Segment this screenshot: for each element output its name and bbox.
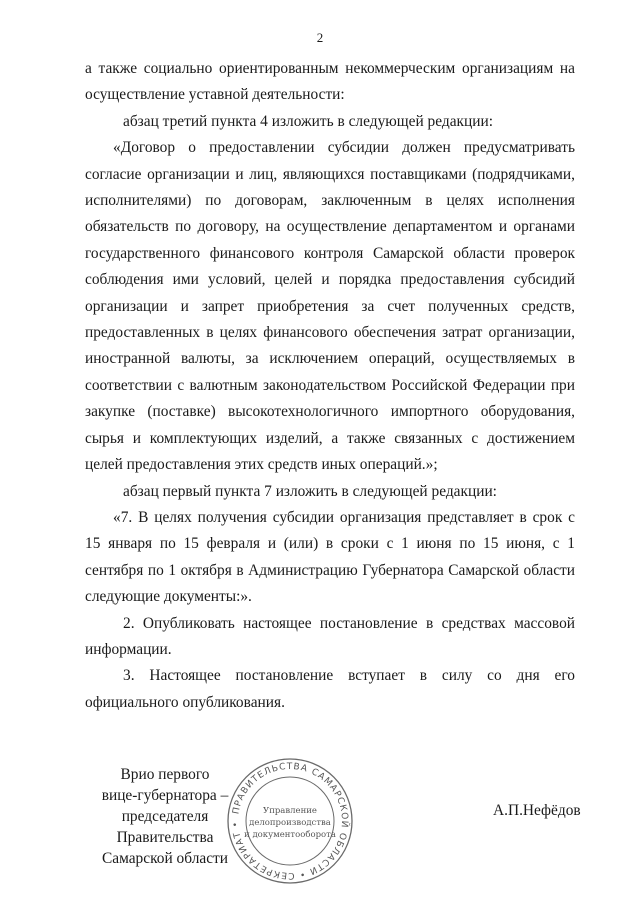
office-stamp-seal — [225, 756, 355, 886]
paragraph-amend-point-7: абзац первый пункта 7 изложить в следующей редакции: — [123, 482, 497, 500]
document-body — [85, 56, 575, 716]
paragraph-effective: 3. Настоящее постановление вступает в силу со дня его официального опубликования. — [85, 667, 575, 711]
paragraph-quote-agreement: «Договор о предоставлении субсидии должен предусматривать согласие организации и лиц, являющихся поставщиками (подрядчиками, исполнителями) по договорам, заключенным в целях исполнения обязательств по договору, на осуществление департаментом и органами государственного финансового контроля Самарской области проверок соблюдения ими условий, целей и порядка предоставления субсидий организации и запрет приобретения за счет полученных средств, предоставленных в целях финансового обеспечения затрат организации, иностранной валюты, за исключением операций, осуществляемых в соответствии с валютным законодательством Российской Федерации при закупке (поставке) высокотехнологичного импортного оборудования, сырья и комплектующих изделий, а также связанных с достижением целей предоставления этих средств иных операций.»; — [85, 139, 575, 474]
stamp-line: и документооборота — [244, 830, 336, 840]
stamp-line: делопроизводства — [249, 818, 331, 828]
position-line: вице-губернатора – — [101, 787, 229, 804]
position-line: Самарской области — [101, 850, 228, 867]
position-line: председателя Правительства — [116, 808, 214, 846]
signature-block — [0, 761, 640, 884]
stamp-line: Управление — [263, 806, 317, 816]
stamp-ring-text: ПРАВИТЕЛЬСТВА САМАРСКОЙ ОБЛАСТИ • СЕКРЕТАРИАТ • — [230, 761, 350, 881]
signatory-name: А.П.Нефёдов — [493, 802, 581, 819]
page-number: 2 — [316, 30, 324, 45]
paragraph-publish: 2. Опубликовать настоящее постановление в средствах массовой информации. — [85, 614, 575, 658]
paragraph-amend-point-4: абзац третий пункта 4 изложить в следующей редакции: — [123, 112, 493, 130]
position-line: Врио первого — [120, 766, 210, 783]
paragraph-quote-point-7: «7. В целях получения субсидии организация представляет в срок с 15 января по 15 февраля и (или) в сроки с 1 июня по 15 июня, с 1 сентября по 1 октября в Администрацию Губернатора Самарской области следующие документы:». — [85, 508, 575, 606]
paragraph-continuation: а также социально ориентированным некоммерческим организациям на осуществление уставной деятельности: — [85, 60, 575, 104]
